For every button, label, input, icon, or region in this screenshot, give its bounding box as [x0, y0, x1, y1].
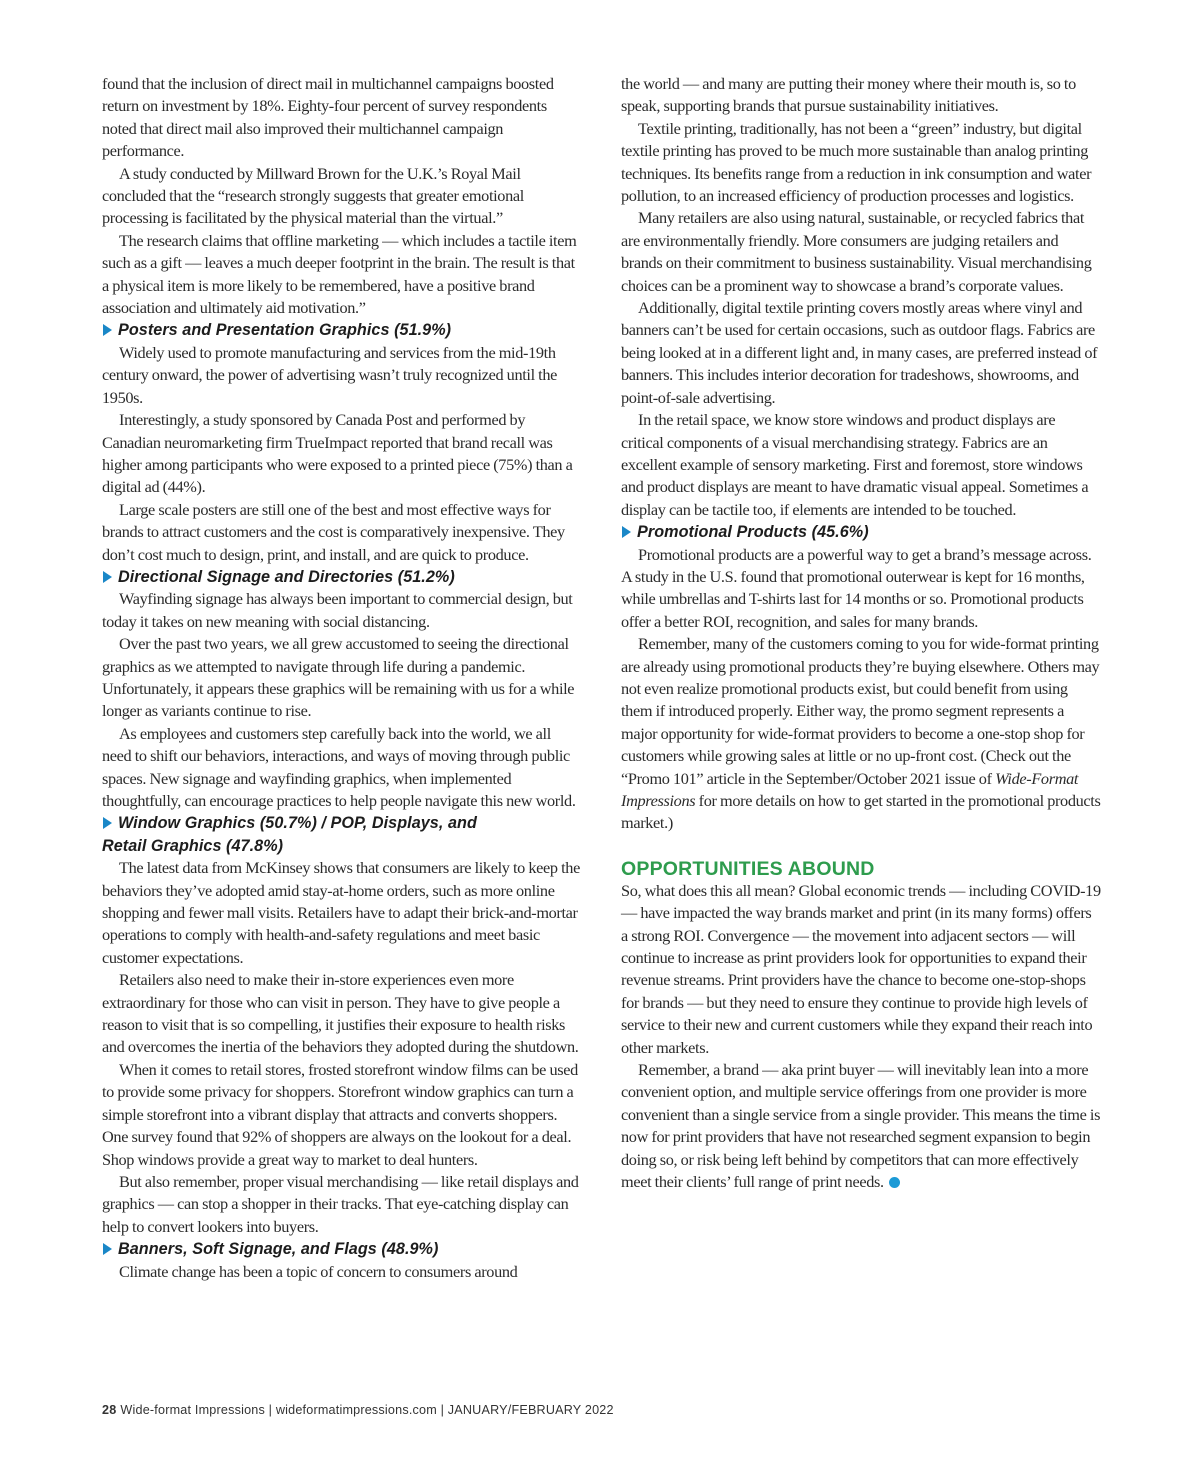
subheading-text: Promotional Products (45.6%)	[637, 523, 869, 542]
triangle-right-icon	[103, 571, 112, 583]
triangle-right-icon	[103, 324, 112, 336]
paragraph-text: Remember, a brand — aka print buyer — will inevitably lean into a more convenient option, and multiple service offerings from one provider is more convenient than a single service from a single provider. This means the time is now for print providers that have not researched segment expansion to begin doing so, or risk being left behind by competitors that can more effectively meet their clients’ full range of print needs.	[621, 1060, 1101, 1192]
paragraph: Wayfinding signage has always been important to commercial design, but today it takes on new meaning with social distancing.	[102, 589, 573, 631]
end-dot-icon	[889, 1177, 900, 1188]
right-column	[621, 73, 1101, 1194]
subheading-text: Directional Signage and Directories (51.2%)	[118, 567, 455, 586]
paragraph: The latest data from McKinsey shows that consumers are likely to keep the behaviors they’ve adopted amid stay-at-home orders, such as more online shopping and fewer mall visits. Retailers have to adapt their brick-and-mortar operations to comply with health-and-safety regulations and meet basic customer expectations.	[102, 858, 580, 967]
subheading-text: Posters and Presentation Graphics (51.9%)	[118, 321, 452, 340]
paragraph-text: Remember, many of the customers coming to you for wide-format printing are already using promotional products they’re buying elsewhere. Others may not even realize promotional products exist, but could benefit from using them if introduced properly. Either way, the promo segment represents a major opportunity for wide-format providers to become a one-stop shop for customers while growing sales at little or no up-front cost. (Check out the “Promo 101” article in the September/October 2021 issue of	[621, 634, 1100, 788]
paragraph: Widely used to promote manufacturing and services from the mid-19th century onward, the power of advertising wasn’t truly recognized until the 1950s.	[102, 342, 558, 407]
paragraph: Textile printing, traditionally, has not been a “green” industry, but digital textile printing has proved to be much more sustainable than analog printing techniques. Its benefits range from a reduction in ink consumption and water pollution, to an increased efficiency of production processes and logistics.	[621, 118, 1092, 206]
paragraph: A study conducted by Millward Brown for the U.K.’s Royal Mail concluded that the “research strongly suggests that greater emotional processing is facilitated by the physical material than the virtual.”	[102, 163, 524, 228]
paragraph: Many retailers are also using natural, sustainable, or recycled fabrics that are environmentally friendly. More consumers are judging retailers and brands on their commitment to business sustainability. Visual merchandising choices can be a prominent way to showcase a brand’s corporate values.	[621, 208, 1092, 295]
footer-text: Wide-format Impressions | wideformatimpressions.com | JANUARY/FEBRUARY 2022	[120, 1403, 614, 1417]
paragraph: In the retail space, we know store windows and product displays are critical components of a visual merchandising strategy. Fabrics are an excellent example of sensory marketing. First and foremost, store windows and product displays are meant to have dramatic visual appeal. Sometimes a display can be tactile too, if elements are intended to be touched.	[621, 410, 1089, 519]
subheading-text: Banners, Soft Signage, and Flags (48.9%)	[118, 1240, 439, 1259]
triangle-right-icon	[103, 817, 112, 829]
paragraph: As employees and customers step carefully back into the world, we all need to shift our behaviors, interactions, and ways of moving through public spaces. New signage and wayfinding graphics, when implemented thoughtfully, can encourage practices to help people navigate this new world.	[102, 723, 576, 810]
magazine-title: Wide-Format Impressions	[621, 768, 1079, 810]
subheading-banners	[102, 1238, 582, 1260]
paragraph: The research claims that offline marketing — which includes a tactile item such as a gift — leaves a much deeper footprint in the brain. The result is that a physical item is more likely to be remembered, have a positive brand association and ultimately aid motivation.”	[102, 230, 577, 318]
paragraph: Additionally, digital textile printing covers mostly areas where vinyl and banners can’t be used for certain occasions, such as outdoor flags. Fabrics are being looked at in a different light and, in many cases, are preferred instead of banners. This includes interior decoration for tradeshows, showrooms, and point-of-sale advertising.	[621, 298, 1098, 407]
subheading-posters	[102, 319, 582, 341]
paragraph: Promotional products are a powerful way to get a brand’s message across. A study in the U.S. found that promotional outerwear is kept for 16 months, while umbrellas and T-shirts last for 14 months or so. Promotional products offer a better ROI, recognition, and sales for many brands.	[621, 544, 1092, 631]
paragraph: the world — and many are putting their money where their mouth is, so to speak, supporting brands that pursue sustainability initiatives.	[621, 74, 1076, 116]
paragraph: When it comes to retail stores, frosted storefront window films can be used to provide some privacy for shoppers. Storefront window graphics can turn a simple storefront into a vibrant display that attracts and converts shoppers. One survey found that 92% of shoppers are always on the lookout for a deal. Shop windows provide a great way to market to deal hunters.	[102, 1059, 578, 1169]
page-footer	[102, 1403, 614, 1417]
subheading-promotional	[621, 521, 1101, 543]
section-heading-opportunities: OPPORTUNITIES ABOUND	[621, 857, 875, 880]
paragraph	[621, 633, 1101, 835]
paragraph: found that the inclusion of direct mail in multichannel campaigns boosted return on investment by 18%. Eighty-four percent of survey respondents noted that direct mail also improved their multichannel campaign performance.	[102, 74, 554, 161]
subheading-text-line2: Retail Graphics (47.8%)	[102, 836, 284, 855]
paragraph: Large scale posters are still one of the best and most effective ways for brands to attract customers and the cost is comparatively inexpensive. They don’t cost much to design, print, and install, and are quick to produce.	[102, 499, 565, 564]
paragraph: Over the past two years, we all grew accustomed to seeing the directional graphics as we attempted to navigate through life during a pandemic. Unfortunately, it appears these graphics will be remaining with us for a while longer as variants continue to rise.	[102, 634, 575, 721]
triangle-right-icon	[103, 1243, 112, 1255]
paragraph: So, what does this all mean? Global economic trends — including COVID-19 — have impacted the way brands market and print (in its many forms) offers a strong ROI. Convergence — the movement into adjacent sectors — will continue to increase as print providers look for opportunities to expand their revenue streams. Print providers have the chance to become one-stop-shops for brands — but they need to ensure they continue to provide high levels of service to their new and current customers while they expand their reach into other markets.	[621, 880, 1101, 1057]
left-column	[102, 73, 582, 1283]
subheading-window-graphics	[102, 812, 582, 857]
subheading-text: Window Graphics (50.7%) / POP, Displays, and	[118, 814, 477, 833]
paragraph: Interestingly, a study sponsored by Canada Post and performed by Canadian neuromarketing firm TrueImpact reported that brand recall was higher among participants who were exposed to a printed piece (75%) than a digital ad (44%).	[102, 410, 573, 497]
paragraph: But also remember, proper visual merchandising — like retail displays and graphics — can stop a shopper in their tracks. That eye-catching display can help to convert lookers into buyers.	[102, 1171, 579, 1236]
paragraph: Climate change has been a topic of concern to consumers around	[119, 1261, 518, 1281]
page-number: 28	[102, 1403, 117, 1417]
paragraph-text: for more details on how to get started in the promotional products market.)	[621, 791, 1101, 833]
paragraph: Retailers also need to make their in-store experiences even more extraordinary for those who can visit in person. They have to give people a reason to visit that is so compelling, it justifies their exposure to health risks and overcomes the inertia of the behaviors they adopted during the shutdown.	[102, 970, 579, 1057]
paragraph-final	[621, 1059, 1101, 1193]
triangle-right-icon	[622, 526, 631, 538]
subheading-directional	[102, 566, 582, 588]
